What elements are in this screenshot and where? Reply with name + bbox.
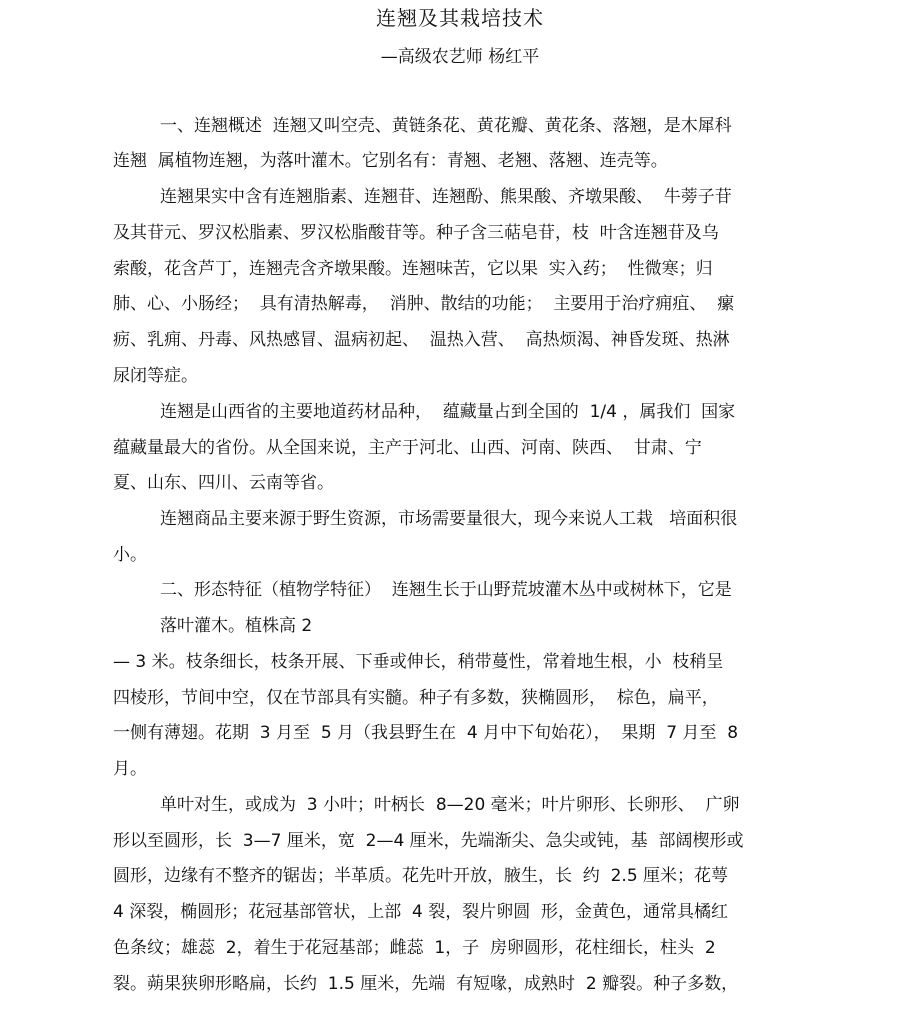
paragraph-line: 连翘 属植物连翘，为落叶灌木。它别名有：青翘、老翘、落翘、连壳等。	[113, 151, 668, 171]
paragraph-line: 单叶对生，或成为 3 小叶；叶柄长 8—20 毫米；叶片卵形、长卵形、 广卵	[160, 795, 740, 815]
paragraph-line: 一、连翘概述 连翘又叫空壳、黄链条花、黄花瓣、黄花条、落翘，是木犀科	[160, 116, 732, 136]
paragraph-line: 小。	[113, 545, 147, 565]
paragraph-line: — 3 米。枝条细长，枝条开展、下垂或伸长，稍带蔓性，常着地生根，小 枝稍呈	[113, 652, 724, 672]
paragraph-line: 一侧有薄翅。花期 3 月至 5 月（我县野生在 4 月中下旬始花）， 果期 7 月至 8	[113, 723, 739, 743]
paragraph-line: 圆形，边缘有不整齐的锯齿；半革质。花先叶开放，腋生，长 约 2.5 厘米；花萼	[113, 866, 729, 886]
paragraph-line: 连翘商品主要来源于野生资源，市场需要量很大，现今来说人工栽 培面积很	[160, 509, 738, 529]
paragraph-line: 落叶灌木。植株高 2	[160, 616, 313, 636]
paragraph-line: 蕴藏量最大的省份。从全国来说，主产于河北、山西、河南、陕西、 甘肃、宁	[113, 438, 702, 458]
paragraph-line: 夏、山东、四川、云南等省。	[113, 473, 334, 493]
paragraph-line: 形以至圆形，长 3—7 厘米，宽 2—4 厘米，先端渐尖、急尖或钝，基 部阔楔形或	[113, 831, 744, 851]
paragraph-line: 二、形态特征（植物学特征） 连翘生长于山野荒坡灌木丛中或树林下，它是	[160, 580, 732, 600]
paragraph-line: 四棱形，节间中空，仅在节部具有实髓。种子有多数，狭椭圆形， 棕色，扁平，	[113, 688, 719, 708]
paragraph-line: 尿闭等症。	[113, 366, 198, 386]
paragraph-line: 肺、心、小肠经； 具有清热解毒， 消肿、散结的功能； 主要用于治疗痈疽、 瘰	[113, 294, 735, 314]
paragraph-line: 裂。蒴果狭卵形略扁，长约 1.5 厘米，先端 有短喙，成熟时 2 瓣裂。种子多数，	[113, 974, 739, 994]
paragraph-line: 及其苷元、罗汉松脂素、罗汉松脂酸苷等。种子含三萜皂苷，枝 叶含连翘苷及乌	[113, 223, 719, 243]
paragraph-line: 疬、乳痈、丹毒、风热感冒、温病初起、 温热入营、 高热烦渴、神昏发斑、热淋	[113, 330, 730, 350]
paragraph-line: 月。	[113, 759, 147, 779]
paragraph-line: 连翘是山西省的主要地道药材品种， 蕴藏量占到全国的 1/4 ，属我们 国家	[160, 402, 736, 422]
paragraph-line: 4 深裂，椭圆形；花冠基部管状，上部 4 裂，裂片卵圆 形，金黄色，通常具橘红	[113, 902, 729, 922]
document-title: 连翘及其栽培技术	[376, 6, 544, 30]
paragraph-line: 连翘果实中含有连翘脂素、连翘苷、连翘酚、熊果酸、齐墩果酸、 牛蒡子苷	[160, 187, 732, 207]
paragraph-line: 索酸，花含芦丁，连翘壳含齐墩果酸。连翘味苦，它以果 实入药； 性微寒；归	[113, 259, 713, 279]
document-author: —高级农艺师 杨红平	[380, 47, 540, 67]
paragraph-line: 色条纹；雄蕊 2，着生于花冠基部；雌蕊 1，子 房卵圆形，花柱细长，柱头 2	[113, 938, 716, 958]
